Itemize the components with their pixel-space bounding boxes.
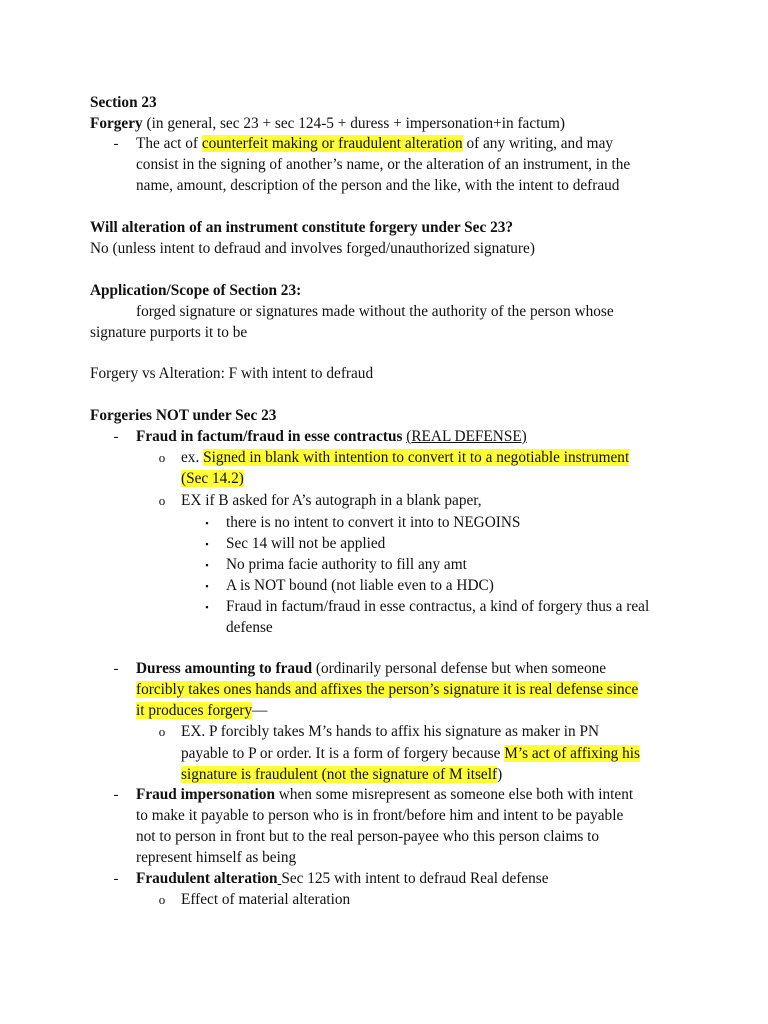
forgery-term: Forgery	[90, 115, 143, 132]
duress-item-line-2	[136, 680, 638, 700]
factum-subpoint: Sec 14 will not be applied	[226, 535, 386, 552]
dash-bullet: -	[113, 871, 119, 887]
impersonation-line-2: to make it payable to person who is in front/before him and intent to be payable	[136, 807, 624, 824]
definition-text: The act of	[136, 135, 202, 152]
forgery-definition-line-2: consist in the signing of another’s name, or the alteration of an instrument, in the	[136, 156, 631, 173]
fraudulent-alteration-item	[136, 869, 549, 889]
duress-term: Duress amounting to fraud	[136, 660, 313, 677]
square-bullet: ▪	[205, 539, 209, 549]
example-prefix: ex.	[181, 449, 204, 466]
impersonation-line-3: not to person in front but to the real person-payee who this person claims to	[136, 828, 600, 845]
duress-example-text: payable to P or order. It is a form of forgery because	[181, 745, 505, 762]
duress-item-line-1	[136, 659, 606, 679]
square-bullet: ▪	[205, 602, 209, 612]
factum-subpoint: there is no intent to convert it into to NEGOINS	[226, 514, 521, 531]
highlight-produces-forgery: it produces forgery	[136, 702, 253, 719]
factum-subpoint: No prima facie authority to fill any amt	[226, 556, 467, 573]
circle-bullet: o	[158, 493, 166, 508]
closing-paren: )	[497, 766, 503, 783]
duress-example-line-2	[181, 744, 640, 764]
factum-example-1-line-1	[181, 448, 629, 468]
circle-bullet: o	[158, 450, 166, 465]
dash-bullet: -	[113, 661, 119, 677]
fraudulent-alteration-text: Sec 125 with intent to defraud Real defense	[281, 870, 549, 887]
dash-bullet: -	[113, 136, 119, 152]
forgery-heading-line	[90, 114, 565, 134]
scope-heading: Application/Scope of Section 23:	[90, 282, 302, 299]
scope-line-2: signature purports it to be	[90, 324, 248, 341]
fraudulent-alteration-term: Fraudulent alteration	[136, 870, 278, 887]
circle-bullet: o	[158, 892, 166, 907]
forgery-definition-line-3: name, amount, description of the person and the like, with the intent to defraud	[136, 177, 620, 194]
impersonation-text: when some misrepresent as someone else both with intent	[274, 786, 634, 803]
highlight-forcibly-takes: forcibly takes ones hands and affixes the person’s signature it is real defense since	[136, 681, 639, 698]
factum-subpoint: Fraud in factum/fraud in esse contractus, a kind of forgery thus a real	[226, 598, 650, 615]
highlight-signature-fraudulent: signature is fraudulent (not the signature of M itself	[181, 766, 498, 783]
highlight-counterfeit: counterfeit making or fraudulent alteration	[201, 135, 463, 152]
square-bullet: ▪	[205, 518, 209, 528]
factum-subpoint-continued: defense	[226, 619, 273, 636]
duress-note: (ordinarily personal defense but when someone	[312, 660, 607, 677]
factum-example-1-line-2	[181, 469, 244, 489]
question-heading: Will alteration of an instrument constitute forgery under Sec 23?	[90, 219, 514, 236]
forgery-note: (in general, sec 23 + sec 124-5 + duress + impersonation+in factum)	[142, 115, 566, 132]
fraud-in-factum-item	[136, 427, 527, 447]
highlight-signed-in-blank: Signed in blank with intention to convert it to a negotiable instrument	[203, 449, 630, 466]
not-under-heading: Forgeries NOT under Sec 23	[90, 407, 277, 424]
forgery-vs-alteration: Forgery vs Alteration: F with intent to defraud	[90, 365, 374, 382]
dash-bullet: -	[113, 787, 119, 803]
fraud-in-factum-term: Fraud in factum/fraud in esse contractus	[136, 428, 403, 445]
forgery-definition-line-1	[136, 134, 613, 154]
scope-line-1: forged signature or signatures made without the authority of the person whose	[136, 303, 614, 320]
duress-example-line-3	[181, 765, 502, 785]
alteration-subpoint: Effect of material alteration	[181, 891, 351, 908]
duress-example-line-1: EX. P forcibly takes M’s hands to affix his signature as maker in PN	[181, 723, 600, 740]
definition-text: of any writing, and may	[462, 135, 614, 152]
highlight-sec-14-2: (Sec 14.2)	[181, 470, 244, 487]
real-defense-label: (REAL DEFENSE)	[406, 428, 527, 445]
duress-item-line-3	[136, 701, 267, 721]
dash-bullet: -	[113, 429, 119, 445]
question-answer: No (unless intent to defraud and involves forged/unauthorized signature)	[90, 240, 535, 257]
factum-subpoint: A is NOT bound (not liable even to a HDC)	[226, 577, 494, 594]
impersonation-term: Fraud impersonation	[136, 786, 275, 803]
square-bullet: ▪	[205, 581, 209, 591]
square-bullet: ▪	[205, 560, 209, 570]
section-title: Section 23	[90, 94, 157, 111]
em-dash: —	[252, 702, 268, 719]
factum-example-2: EX if B asked for A’s autograph in a blank paper,	[181, 492, 482, 509]
highlight-ms-act: M’s act of affixing his	[504, 745, 640, 762]
impersonation-line-4: represent himself as being	[136, 849, 297, 866]
circle-bullet: o	[158, 724, 166, 739]
impersonation-line-1	[136, 785, 633, 805]
